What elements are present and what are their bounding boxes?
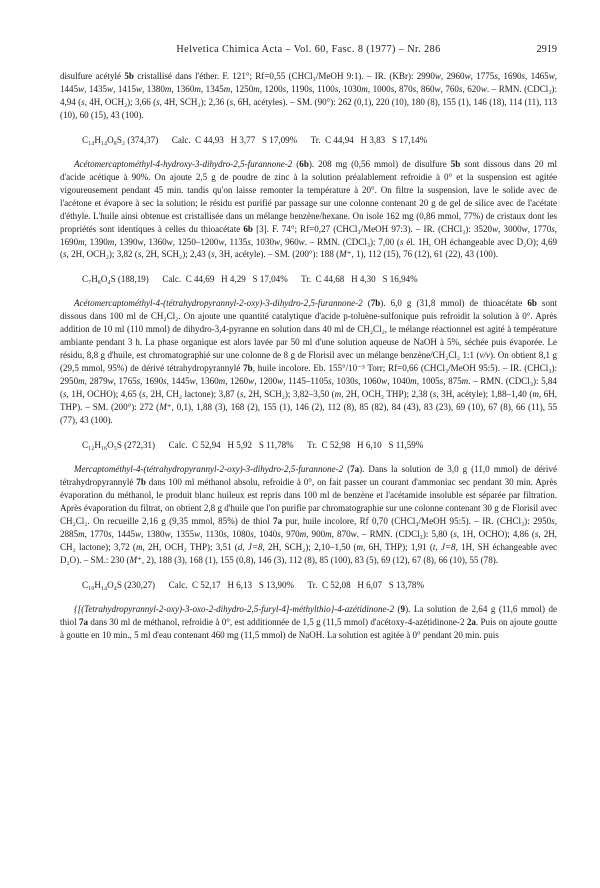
italic-text: m bbox=[334, 389, 342, 400]
text-run: , 1360 bbox=[143, 236, 167, 247]
text-run: , 2H, SCH₂); 2,10–1,50 ( bbox=[262, 541, 357, 552]
text-run: , huile incolore. Eb. 155°/10⁻³ Torr; Rf=0,66 (CHCl₃/MeOH 95:5). – IR. (CHCl₃): 2950 bbox=[60, 363, 557, 387]
italic-text: m bbox=[218, 376, 226, 387]
text-run: , 860 bbox=[416, 83, 435, 94]
italic-text: s bbox=[81, 96, 85, 107]
text-run: , 1), 112 (15), 76 (12), 61 (22), 43 (100). bbox=[351, 249, 499, 260]
italic-text: w bbox=[480, 83, 487, 94]
compound-number: 5b bbox=[450, 158, 461, 169]
text-run: , 6H, acétyles). – SM. (90°): 262 (0,1), 220 (10), 180 (8), 155 (1), 146 (18), 114 (11), 113 (10), 60 (15), 43 (100). bbox=[60, 96, 557, 120]
italic-text: s bbox=[229, 96, 234, 107]
italic-text: {[(Tetrahydropyrannyl-2-oxy)-3-oxo-2-dihydro-2,5-furyl-4]-méthylthio}-4-azétidinone-2 bbox=[74, 603, 395, 614]
text-run: sont dissous dans 100 ml de CH₂Cl₂. On ajoute une quantité catalytique d'acide p-toluène-sulfonique puis refroidit la solution à 0°. Après addition de 10 ml (110 mmol) de dihydro-3,4-pyranne en solution dans 40 ml de CH₂Cl₂, le mélange réactionnel est agité à température ambiante pendant 3 h. La phase organique est alors lavée par 50 ml d'une solution aqueuse de NaOH à 5%, séchée puis évaporée. Le résidu, 8,8 g d'huile, est chromatographié sur une colonne de 8 g de Florisil avec un mélange benzène/CH₂Cl₂ 1:1 ( bbox=[60, 298, 558, 361]
text-run: , 1040 bbox=[387, 376, 411, 387]
italic-text: w bbox=[137, 236, 144, 247]
italic-text: M⁺ bbox=[339, 249, 352, 260]
italic-text: s bbox=[551, 515, 555, 526]
text-run: , 2H, CH₂ lactone); 3,72 ( bbox=[60, 528, 558, 552]
italic-text: w bbox=[164, 528, 171, 539]
italic-text: s bbox=[211, 249, 215, 260]
italic-text: w bbox=[434, 83, 441, 94]
text-run: , 900 bbox=[306, 528, 326, 539]
text-run: , 1000 bbox=[367, 83, 391, 94]
elemental-analysis-line: C₁₄H₁₄O₈S₂ (374,37) Calc. C 44,93 H 3,77 S 17,09% Tr. C 44,94 H 3,83 S 17,14% bbox=[82, 134, 428, 145]
italic-text: m bbox=[164, 83, 172, 94]
text-run: , 1200 bbox=[259, 83, 283, 94]
text-run: , 1380 bbox=[142, 83, 165, 94]
italic-text: w bbox=[434, 71, 441, 81]
experimental-paragraph bbox=[60, 463, 557, 567]
italic-text: m bbox=[194, 83, 201, 94]
italic-text: m bbox=[532, 389, 539, 400]
text-run: , 870 bbox=[331, 528, 351, 539]
text-run: , 1445 bbox=[111, 528, 136, 539]
italic-text: t, J=8 bbox=[432, 541, 456, 552]
text-run: , 1360 bbox=[195, 376, 219, 387]
text-run: ( bbox=[362, 298, 371, 309]
text-run: , 1250 bbox=[230, 83, 254, 94]
italic-text: w bbox=[218, 236, 225, 247]
text-run: ( bbox=[292, 158, 300, 169]
text-run: , 1775 bbox=[470, 71, 495, 81]
text-run: . – RMN. (CDCl₃): 5,80 ( bbox=[356, 528, 454, 539]
text-run: , 2H, OCH₂ THP); 2,38 ( bbox=[341, 389, 433, 400]
italic-text: s bbox=[240, 389, 244, 400]
italic-text: M⁺ bbox=[129, 554, 142, 565]
italic-text: w bbox=[189, 376, 196, 387]
compound-number: 6b bbox=[243, 223, 253, 234]
italic-text: m bbox=[325, 528, 332, 539]
italic-text: w bbox=[166, 236, 173, 247]
italic-text: s bbox=[521, 71, 526, 81]
text-run: disulfure acétylé bbox=[60, 71, 125, 81]
text-run: , 1080 bbox=[226, 528, 251, 539]
italic-text: w bbox=[248, 376, 255, 387]
running-header bbox=[60, 44, 557, 58]
italic-text: w bbox=[548, 71, 555, 81]
text-run: , 1030 bbox=[250, 236, 274, 247]
text-run: , 3000 bbox=[498, 223, 522, 234]
text-run: ). 208 mg (0,56 mmol) de disulfure bbox=[308, 158, 451, 169]
text-run: , 1445 bbox=[60, 71, 558, 94]
journal-title: Helvetica Chimica Acta – Vol. 60, Fasc. 8 (1977) – Nr. 286 bbox=[176, 44, 441, 55]
text-run: , 1H, OCHO); 4,65 ( bbox=[66, 389, 143, 400]
italic-text: s bbox=[432, 389, 437, 400]
text-run: , 1145–1105 bbox=[283, 376, 329, 387]
italic-text: m bbox=[107, 236, 115, 247]
text-run: , 1435 bbox=[84, 83, 108, 94]
text-run: , 620 bbox=[462, 83, 481, 94]
text-run: , 1100 bbox=[312, 83, 335, 94]
text-run: , 1360 bbox=[171, 83, 195, 94]
text-run: , 1445 bbox=[166, 376, 190, 387]
text-run: , 1465 bbox=[525, 71, 549, 81]
italic-text: s bbox=[277, 528, 281, 539]
italic-text: s bbox=[412, 83, 417, 94]
text-run: , 2960 bbox=[440, 71, 465, 81]
compound-number: 7a bbox=[350, 463, 360, 474]
text-run: ( bbox=[343, 463, 351, 474]
italic-text: s bbox=[458, 83, 463, 94]
compound-number: 2a bbox=[466, 616, 476, 627]
italic-text: m bbox=[356, 541, 364, 552]
text-run: ). 6,0 g (31,8 mmol) de thioacétate bbox=[380, 298, 528, 309]
italic-text: w bbox=[135, 528, 142, 539]
page-number: 2919 bbox=[536, 44, 557, 55]
text-run: ( bbox=[394, 603, 401, 614]
italic-text: m bbox=[361, 83, 368, 94]
italic-text: w bbox=[78, 83, 85, 94]
italic-text: Mercaptométhyl-4-(tétrahydropyrannyl-2-oxy)-3-dihydro-2,5-furannone-2 bbox=[74, 463, 344, 474]
text-run: sont dissous dans 20 ml d'acide acétique à 90%. On ajoute 2,5 g de poudre de zinc à la solution préalablement refroidie à 0° et la suspension est agitée vigoureusement pendant 45 min. tandis qu'on laisse remonter la température à 20°. On filtre la suspension, lave le solide avec de l'acétone et évapore à sec la solution; le résidu est purifié par passage sur une colonne contenant 20 g de gel de silice avec de l'acétate d'éthyle. L'huile ainsi obtenue est cristallisée dans un mélange benzène/hexane. On isole 162 mg (0,86 mmol, 77%) de cristaux dont les propriétés sont identiques à celles du thioacétate bbox=[60, 158, 558, 234]
text-run: , 1005 bbox=[416, 376, 440, 387]
italic-text: m bbox=[135, 541, 143, 552]
italic-text: s bbox=[534, 528, 539, 539]
text-run: , 6H, THP). – SM. (200°): 272 ( bbox=[60, 389, 557, 413]
text-run: , 1040 bbox=[253, 528, 278, 539]
text-run: , 2), 188 (3), 168 (1), 155 (0,8), 146 (3), 112 (8), 85 (100), 83 (5), 69 (12), 67 (8), 66 (10), 55 (78). bbox=[141, 554, 499, 565]
italic-text: s bbox=[308, 83, 313, 94]
text-run: , 960 bbox=[280, 236, 299, 247]
text-run: , 1060 bbox=[358, 376, 382, 387]
text-run: dans 100 ml méthanol absolu, refroidie à 0°, on fait passer un courant d'ammoniac sec pendant 30 min. Après évaporation du méthanol, le produit blanc huileux est repris dans 100 ml de benzène et l'acétamide insoluble est séparée par filtration. Après évaporation du filtrat, on obtient 2,8 g d'huile que l'on purifie par chromatographie sur une colonne contenant 30 g de Florisil avec CH₂Cl₂. On recueille 2,16 g (9,35 mmol, 85%) de thiol bbox=[60, 476, 557, 526]
italic-text: m bbox=[78, 376, 85, 387]
italic-text: M⁺ bbox=[159, 402, 172, 413]
text-run: , 1260 bbox=[225, 376, 249, 387]
text-run: , 2885 bbox=[60, 515, 557, 539]
italic-text: s bbox=[108, 528, 112, 539]
text-run: , 2H, SCH₂); 3,82–3,50 ( bbox=[243, 389, 335, 400]
text-run: , 1690 bbox=[497, 71, 522, 81]
italic-text: w bbox=[492, 223, 499, 234]
italic-text: w bbox=[107, 376, 114, 387]
text-run: , 0,1), 1,88 (3), 168 (2), 155 (1), 146 (2), 112 (8), 85 (82), 84 (43), 83 (23), 69 (10), 67 (8), 66 (11), 55 (77), 43 (100). bbox=[60, 402, 557, 426]
italic-text: w bbox=[107, 83, 114, 94]
text-run: , 2H, OCH₂); 3,82 ( bbox=[66, 249, 138, 260]
text-run: , 1415 bbox=[113, 83, 136, 94]
italic-text: s bbox=[551, 223, 555, 234]
italic-text: s bbox=[142, 389, 146, 400]
italic-text: s bbox=[354, 376, 359, 387]
elemental-analysis-line: C₇H₈O₄S (188,19) Calc. C 44,69 H 4,29 S 17,04% Tr. C 44,68 H 4,30 S 16,94% bbox=[82, 274, 418, 285]
text-run: . – RMN. (CDCl₃): 5,84 ( bbox=[60, 376, 557, 400]
italic-text: s bbox=[223, 528, 227, 539]
text-run: , 760 bbox=[440, 83, 459, 94]
text-run: , 970 bbox=[280, 528, 300, 539]
text-run: , 1770 bbox=[527, 223, 552, 234]
experimental-paragraph bbox=[60, 603, 557, 642]
italic-text: m bbox=[461, 376, 469, 387]
text-run: , 1H, SH échangeable avec D₂O). – SM.: 230 ( bbox=[60, 541, 557, 565]
italic-text: s bbox=[250, 528, 254, 539]
text-run: , 1390 bbox=[84, 236, 108, 247]
text-run: ). La solution de 2,64 g (11,6 mmol) de thiol bbox=[60, 603, 557, 627]
text-run: dans 30 ml de méthanol, refroidie à 0°, est additionnée de 1,5 g (11,5 mmol) d'acétoxy-4-azétidinone-2 bbox=[88, 616, 467, 627]
italic-text: s bbox=[399, 236, 404, 247]
italic-text: s bbox=[63, 249, 67, 260]
italic-text: v/v bbox=[479, 350, 491, 361]
italic-text: s bbox=[247, 236, 251, 247]
text-run: , 1690 bbox=[60, 223, 558, 247]
text-run: . Puis on ajoute goutte à goutte en 10 min., 5 ml d'eau contenant 460 mg (11,5 mmol) de NaOH. La solution est agitée à 0° pendant 20 min. puis bbox=[60, 616, 557, 640]
italic-text: s bbox=[439, 376, 444, 387]
italic-text: w bbox=[464, 71, 471, 81]
text-run: , 3H, acétyle). – SM. (200°): 188 ( bbox=[214, 249, 340, 260]
text-run: , 1200 bbox=[254, 376, 278, 387]
text-run: , 1130 bbox=[200, 528, 224, 539]
text-run: , 1355 bbox=[170, 528, 195, 539]
text-run: , 1190 bbox=[286, 83, 309, 94]
compound-number: 7b bbox=[136, 476, 146, 487]
text-run: , 4H, SCH₂); 2,36 ( bbox=[159, 96, 230, 107]
italic-text: d, J=8 bbox=[237, 541, 263, 552]
italic-text: w bbox=[521, 223, 528, 234]
italic-text: s bbox=[334, 83, 339, 94]
compound-number: 6b bbox=[527, 298, 537, 309]
text-run: , 1345 bbox=[200, 83, 224, 94]
italic-text: s bbox=[494, 71, 498, 81]
text-run: ). On obtient 8,1 g (29,5 mmol, 95%) de dérivé tétrahydropyrannylé bbox=[60, 350, 557, 374]
text-run: , 1770 bbox=[84, 528, 109, 539]
text-run: cristallisé dans l'éther. F. 121°; Rf=0,55 (CHCl₃/MeOH 9:1). – IR. (KBr): 2990 bbox=[133, 71, 435, 81]
text-run: , 1390 bbox=[114, 236, 138, 247]
compound-number: 7b bbox=[370, 298, 381, 309]
italic-text: w bbox=[298, 236, 305, 247]
compound-number: 5b bbox=[124, 71, 134, 81]
text-run: , 1765 bbox=[113, 376, 137, 387]
text-run: , 1380 bbox=[141, 528, 165, 539]
text-run: , 3H, acétyle); 1,88–1,40 ( bbox=[436, 389, 533, 400]
text-run: , 875 bbox=[443, 376, 462, 387]
italic-text: m bbox=[78, 236, 85, 247]
italic-text: m bbox=[299, 528, 307, 539]
compound-number: 7a bbox=[273, 515, 283, 526]
elemental-analysis-line: C₁₂H₁₆O₅S (272,31) Calc. C 52,94 H 5,92 S 11,78% Tr. C 52,98 H 6,10 S 11,59% bbox=[82, 439, 424, 450]
text-run: , 2H, CH₂ lactone); 3,87 ( bbox=[145, 389, 241, 400]
text-run: , 1135 bbox=[224, 236, 248, 247]
text-run: él. 1H, OH échangeable avec D₂O); 4,69 ( bbox=[60, 236, 557, 260]
italic-text: m bbox=[223, 83, 231, 94]
compound-number: 7b bbox=[243, 363, 253, 374]
article-body bbox=[60, 70, 557, 641]
text-run: , 4H, OCH₂); 3,66 ( bbox=[84, 96, 157, 107]
italic-text: w bbox=[350, 528, 357, 539]
experimental-paragraph bbox=[60, 70, 557, 122]
italic-text: w bbox=[194, 528, 201, 539]
italic-text: m bbox=[410, 376, 417, 387]
italic-text: Acétomercaptométhyl-4-(tétrahydropyrannyl-2-oxy)-3-dihydro-2,5-furannone-2 bbox=[74, 298, 363, 309]
text-run: , 2H, SCH₂); 2,43 ( bbox=[141, 249, 212, 260]
text-run: , 2879 bbox=[84, 376, 108, 387]
text-run: , 1690 bbox=[140, 376, 164, 387]
italic-text: s bbox=[156, 96, 160, 107]
italic-text: m bbox=[253, 83, 260, 94]
compound-number: 7a bbox=[78, 616, 89, 627]
italic-text: s bbox=[328, 376, 332, 387]
italic-text: w bbox=[381, 376, 388, 387]
text-run: , 2H, OCH₂ THP); 3,51 ( bbox=[142, 541, 238, 552]
italic-text: s bbox=[137, 249, 142, 260]
italic-text: w bbox=[274, 236, 281, 247]
italic-text: s bbox=[282, 83, 287, 94]
text-run: , 1030 bbox=[338, 83, 362, 94]
text-run: , 1250–1200 bbox=[172, 236, 219, 247]
text-run: pur, huile incolore, Rf 0,70 (CHCl₃/MeOH 95:5). – IR. (CHCl₃): 2950 bbox=[282, 515, 552, 526]
text-run: , 1H, OCHO); 4,86 ( bbox=[456, 528, 535, 539]
elemental-analysis-line: C₁₀H₁₄O₄S (230,27) Calc. C 52,17 H 6,13 S 13,90% Tr. C 52,08 H 6,07 S 13,78% bbox=[82, 579, 424, 590]
italic-text: s bbox=[163, 376, 167, 387]
text-run: . – RMN. (CDCl₃): 4,94 ( bbox=[60, 83, 557, 107]
text-run: , 6H, THP); 1,91 ( bbox=[363, 541, 433, 552]
text-run: . – RMN. (CDCl₃): 7,00 ( bbox=[304, 236, 400, 247]
text-run: , 1030 bbox=[331, 376, 355, 387]
compound-number: 6b bbox=[299, 158, 309, 169]
italic-text: w bbox=[135, 83, 143, 94]
italic-text: m bbox=[78, 528, 85, 539]
experimental-paragraph bbox=[60, 297, 557, 427]
experimental-paragraph bbox=[60, 158, 557, 262]
italic-text: s bbox=[453, 528, 457, 539]
text-run: , 870 bbox=[394, 83, 413, 94]
italic-text: s bbox=[136, 376, 141, 387]
italic-text: s bbox=[63, 389, 67, 400]
italic-text: Acétomercaptométhyl-4-hydroxy-3-dihydro-2,5-furannone-2 bbox=[74, 158, 293, 169]
compound-number: 9 bbox=[400, 603, 406, 614]
italic-text: w bbox=[277, 376, 284, 387]
text-run: ). Dans la solution de 3,0 g (11,0 mmol) de dérivé tétrahydropyrannylé bbox=[60, 463, 557, 487]
text-run: [3]. F. 74°; Rf=0,27 (CHCl₃/MeOH 97:3). – IR. (CHCl₃): 3520 bbox=[252, 223, 493, 234]
italic-text: s bbox=[390, 83, 395, 94]
